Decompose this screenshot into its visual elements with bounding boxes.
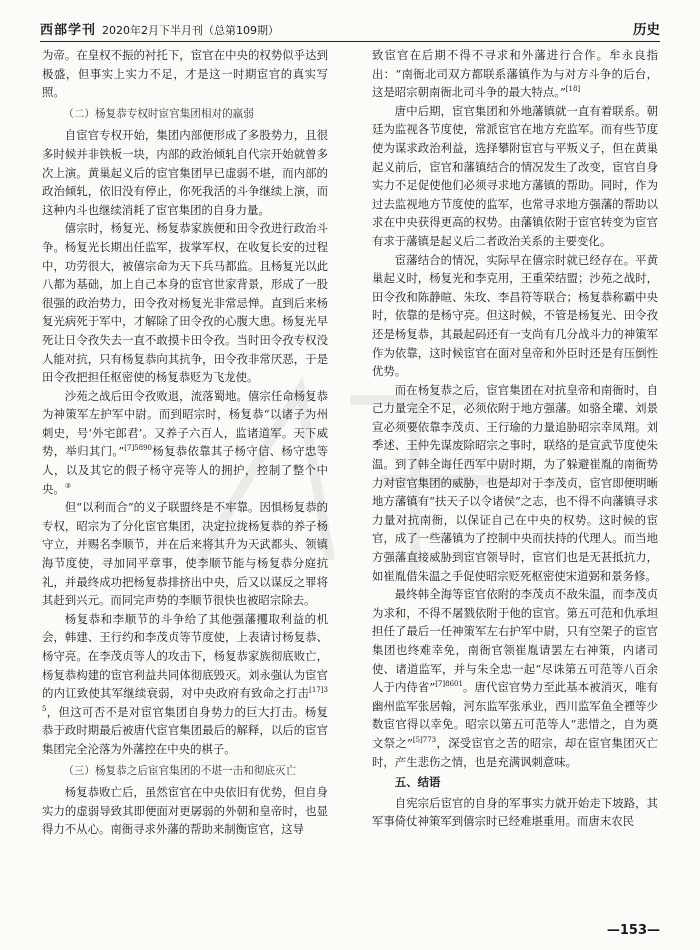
body-paragraph: 僖宗时，杨复光、杨复恭家族便和田令孜进行政治斗争。杨复光长期出任监军，拔掌军权，在收复长安的过程中，功劳很大，被僖宗命为天下兵马都监。且杨复光以此八都为基础，加上自己本身的宦官世家背景，形成了一股很强的政治势力，田令孜对杨复光非常忌惮。直到后来杨复光病死于军中，才解除了田令孜的心腹大患。杨复光早死让日令孜失去一直不敢摸卡田令孜。当时田令孜专权没人能对抗，只有杨复恭向其抗争，田令孜非常厌恶，于是田令孜把担任枢密使的杨复恭贬为飞龙使。 (42, 221, 328, 385)
body-paragraph: 自宪宗后宦官的自身的军事实力就开始走下坡路，其军事倚仗神策军到僖宗时已经难堪重用。而唐末农民 (372, 795, 658, 829)
body-paragraph: 沙苑之战后田令孜败退，流落蜀地。僖宗任命杨复恭为神策军左护军中尉。而到昭宗时，杨复恭“以诸子为州刺史，号‘外宅郎君’。又养子六百人，监诸道军。天下威势，举归其门。”$^{[7]5890}$杨复恭依靠其子杨守信、杨守忠等人，以及其它的假子杨守亮等人的拥护，控制了整个中央。③ (42, 388, 328, 496)
body-paragraph: 唐中后期，宦官集团和外地藩镇就一直有着联系。朝廷为监视各节度使，常派宦官在地方充监军。而有些节度使为谋求政治利益，选择攀附宦官与平叛义子，但在黄巢起义前后，宦官和藩镇结合的情况发生了改变，宦官自身实力不足促使他们必须寻求地方藩镇的帮助。同时，作为过去监视地方节度使的监军，也常寻求地方强藩的帮助以求在中央获得更高的权势。由藩镇依附于宦官转变为宦官有求于藩镇是起义后二者政治关系的主要变化。 (372, 103, 658, 248)
page-header (40, 12, 660, 42)
right-column (372, 46, 658, 831)
body-paragraph: 杨复恭和李顺节的斗争给了其他强藩攫取利益的机会，韩建、王行约和李茂贞等节度使，上表请讨杨复恭、杨守亮。在李茂贞等人的攻击下，杨复恭家族彻底败亡，杨复恭构建的宦官利益共同体彻底毁灭。刘永强认为宦官的内讧致使其军继续衰弱，对中央政府有致命之打击$^{[17]35}$，但这可否不是对宦官集团自身势力的巨大打击。杨复恭于政时期最后被唐代宦官集团最后的解释，以后的宦官集团完全沦落为外藩控在中央的棋子。 (42, 611, 328, 756)
section-subheading: （三）杨复恭之后宦官集团的不堪一击和彻底灭亡 (63, 764, 297, 777)
section-heading: 五、结语 (394, 775, 441, 790)
body-paragraph: 杨复恭败亡后，虽然宦官在中央依旧有优势，但自身实力的虚弱导致其即便面对更孱弱的外朝和皇帝时，也显得力不从心。南衙寻求外藩的帮助来制衡宦官，这导 (42, 785, 328, 837)
left-column (42, 46, 328, 839)
body-paragraph: 致宦官在后期不得不寻求和外藩进行合作。牟永良指出：“南衙北司双方都联系藩镇作为与对方斗争的后台，这是昭宗朝南衙北司斗争的最大特点。”[18] (372, 48, 658, 100)
body-paragraph: 最终韩全海等宦官依附的李茂贞不敌朱温，而李茂贞为求和，不得不屠戮依附于他的宦官。第五可范和仇承坦担任了最后一任神策军左右护军中尉，只有空架子的宦官集团也终难幸免，南衙官领崔胤请罢左右神策，内诸司使、诸道监军，并与朱全忠一起“尽诛第五可范等八百余人于内侍省”$^{[7]8601}$。唐代宦官势力至此基本被消灭，唯有幽州监军张居翰，河东监军张承业，西川监军鱼全禋等少数宦官得以幸免。昭宗以第五可范等人“悲惜之，自为奠文祭之”$^{[5]773}$，深受宦官之苦的昭宗，却在宦官集团灭亡时，产生悲伤之情，也是充满讽刺意味。 (372, 587, 658, 769)
body-paragraph: 而在杨复恭之后，宦官集团在对抗皇帝和南衙时，自己力量完全不足，必须依附于地方强藩。如骆全瓘、刘景宣必须要依靠李茂贞、王行瑜的力量追胁昭宗幸凤翔。刘季述、王仲先谋废除昭宗之事时，联络的是宣武节度使朱温。到了韩全诲任西军中尉时期，为了躲避崔胤的南衙势力对宦官集团的威胁，也是却对于李茂贞，宦官即便明晰地方藩镇有“扶天子以令诸侯”之志，也不得不向藩镇寻求力量对抗南衙，以保证自己在中央的权势。这时候的宦官，成了一些藩镇为了控制中央而扶持的代理人。而当地方强藩直接威胁到宦官领导时，宦官们也是无甚抵抗力，如崔胤借朱温之手促使昭宗贬死枢密使宋道弼和景务修。 (372, 382, 658, 583)
section-subheading: （二）杨复恭专权时宦官集团相对的羸弱 (63, 107, 254, 120)
section-label: 历史 (633, 22, 660, 38)
body-paragraph: 宦藩结合的情况，实际早在僖宗时就已经存在。平黄巢起义时，杨复光和李克用，王重荣结盟；沙苑之战时，田令孜和陈静暄、朱玫、李昌符等联合；杨复恭称霸中央时，依靠的是杨守亮。但这时候，不管是杨复光、田令孜还是杨复恭，其最起码还有一支尚有几分战斗力的神策军作为依靠，这时候宦官在面对皇帝和外臣时还是有压倒性优势。 (372, 252, 658, 379)
header-left (40, 19, 279, 38)
journal-logo: 西部学刊 (40, 23, 97, 38)
body-paragraph: 但“以利而合”的义子联盟终是不牢靠。因惧杨复恭的专权，昭宗为了分化宦官集团，决定拉拢杨复恭的养子杨守立，并赐名李顺节，并在后来将其升为天武都头、领镇海节度使，寻加同平章事，使李顺节能与杨复恭分庭抗礼，并最终成功把杨复恭排挤出中央，后又以谋反之罪将其赶到兴元。而同完声势的李顺节很快也被昭宗除去。 (42, 500, 328, 608)
body-paragraph: 为帝。在皇权不振的衬托下，宦官在中央的权势似乎达到极盛，但事实上实力不足，才是这一时期宦官的真实写照。 (42, 48, 328, 100)
body-paragraph: 自宦官专权开始，集团内部便形成了多股势力，且很多时候并非铁板一块，内部的政治倾轧自代宗开始就曾多次上演。黄巢起义后的宦官集团早已虚弱不堪，而内部的政治倾轧，依旧没有停止，你死我活的斗争继续上演，而这种内斗也继续消耗了宦官集团的自身力量。 (42, 128, 328, 217)
page-number: —153— (606, 923, 660, 938)
issue-info: 2020年2月下半月刊（总第109期） (102, 24, 280, 37)
